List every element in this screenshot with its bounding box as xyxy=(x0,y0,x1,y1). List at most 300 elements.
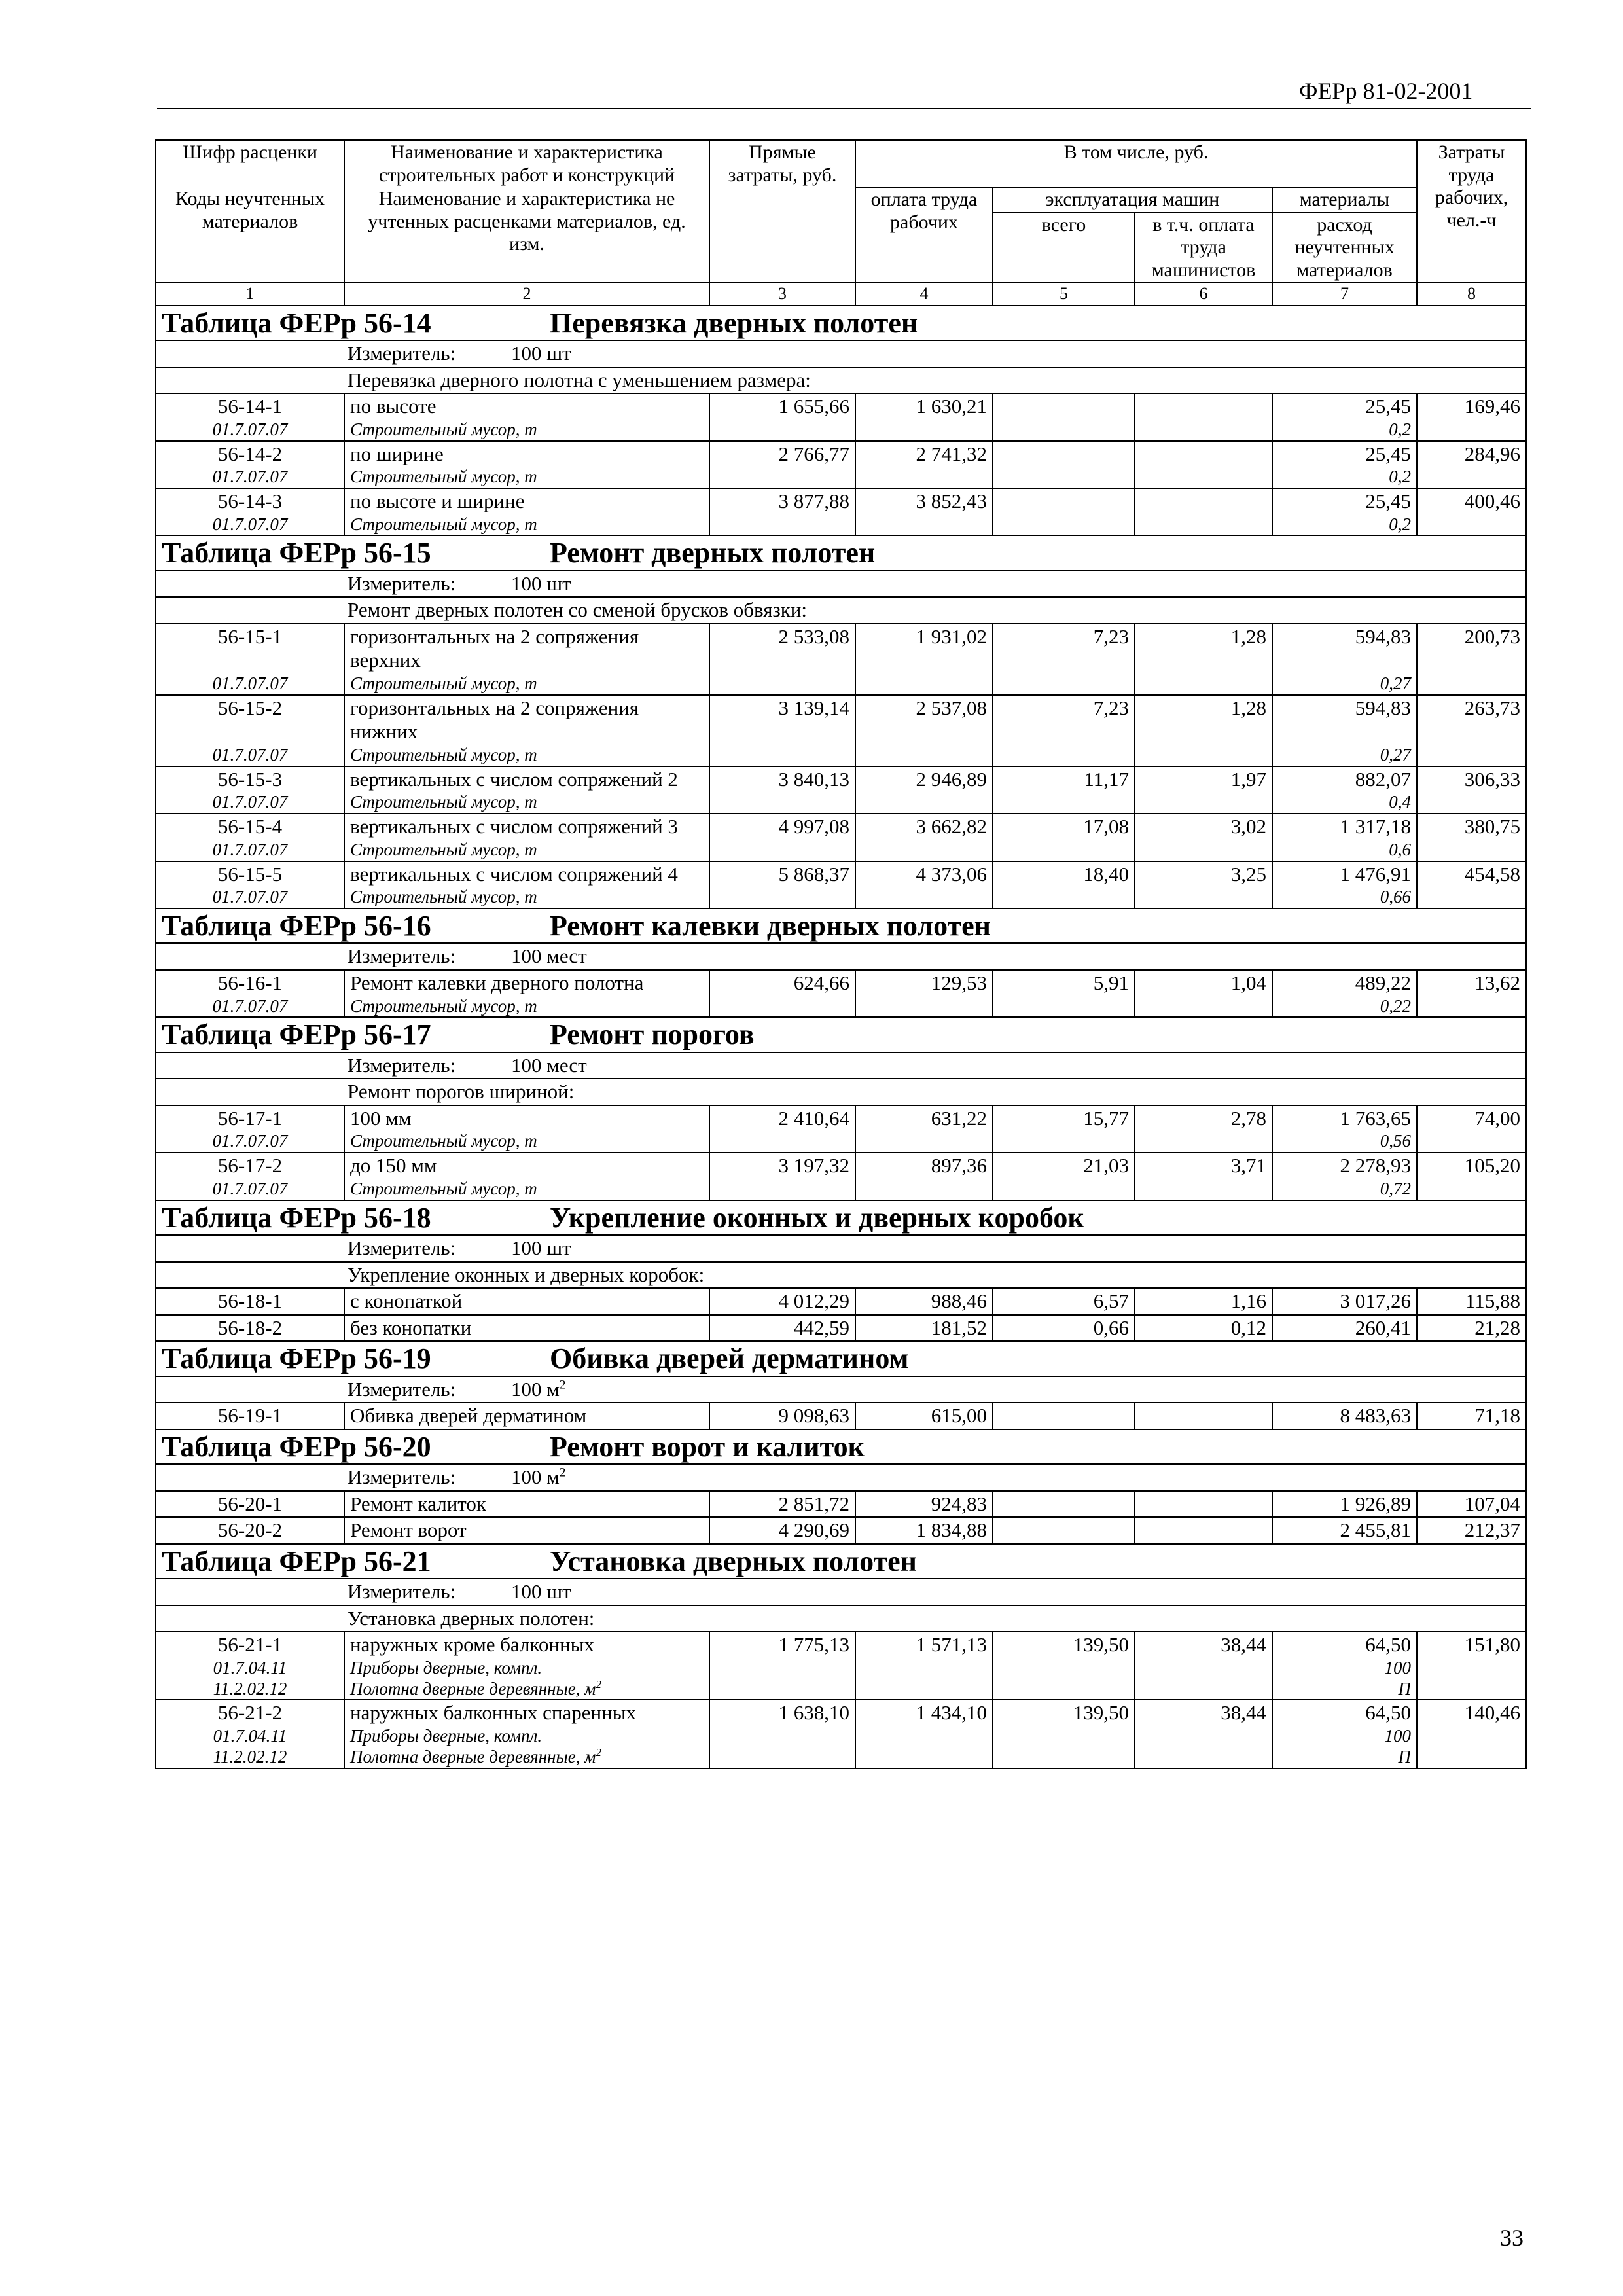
section-name: Установка дверных полотен xyxy=(550,1545,918,1577)
section-name: Укрепление оконных и дверных коробок xyxy=(550,1201,1084,1234)
material-row xyxy=(156,1179,1526,1200)
empty-cell xyxy=(1417,1679,1526,1700)
measure-unit: 100 шт xyxy=(511,1580,571,1604)
rate-code: 56-15-1 xyxy=(156,624,344,673)
materials-cost: 489,22 xyxy=(1272,970,1417,996)
rate-code: 56-18-2 xyxy=(156,1315,344,1342)
labor-cost: 13,62 xyxy=(1417,970,1526,996)
empty-cell xyxy=(855,745,993,766)
empty-cell xyxy=(709,1131,855,1153)
measure-unit: 100 шт xyxy=(511,571,571,595)
section-title xyxy=(156,1017,1526,1052)
wages: 3 662,82 xyxy=(855,814,993,840)
measure-label: Измеритель: xyxy=(348,944,456,968)
measure-unit: 100 шт xyxy=(511,1236,571,1260)
section-title-row xyxy=(156,306,1526,340)
machines-wages: 1,16 xyxy=(1135,1288,1272,1315)
work-name: с конопаткой xyxy=(344,1288,709,1315)
rate-row xyxy=(156,970,1526,996)
material-qty: 0,66 xyxy=(1272,887,1417,908)
empty-cell xyxy=(1417,792,1526,814)
material-qty: 0,4 xyxy=(1272,792,1417,814)
empty-cell xyxy=(709,420,855,441)
empty-cell xyxy=(993,1747,1135,1768)
material-row xyxy=(156,745,1526,766)
empty-cell xyxy=(993,467,1135,488)
labor-cost: 284,96 xyxy=(1417,441,1526,467)
machines-wages: 38,44 xyxy=(1135,1700,1272,1726)
empty-cell xyxy=(1135,467,1272,488)
measure-row xyxy=(156,943,1526,970)
labor-cost: 263,73 xyxy=(1417,695,1526,745)
measure-row xyxy=(156,1052,1526,1079)
measure-cell xyxy=(156,1464,1526,1491)
measure-cell xyxy=(156,1579,1526,1605)
wages: 4 373,06 xyxy=(855,861,993,888)
direct-cost: 3 877,88 xyxy=(709,488,855,514)
empty-cell xyxy=(855,514,993,536)
section-name: Ремонт порогов xyxy=(550,1018,755,1051)
labor-cost: 107,04 xyxy=(1417,1491,1526,1518)
materials-cost: 882,07 xyxy=(1272,766,1417,793)
section-number: Таблица ФЕРр 56-18 xyxy=(162,1201,431,1234)
measure-label: Измеритель: xyxy=(348,571,456,595)
material-code: 01.7.07.07 xyxy=(156,1179,344,1200)
empty-cell xyxy=(1135,1658,1272,1679)
labor-cost: 140,46 xyxy=(1417,1700,1526,1726)
materials-cost: 8 483,63 xyxy=(1272,1403,1417,1429)
machines-wages xyxy=(1135,488,1272,514)
empty-cell xyxy=(855,673,993,695)
group-row xyxy=(156,1262,1526,1289)
materials-cost: 260,41 xyxy=(1272,1315,1417,1342)
column-number: 3 xyxy=(709,283,855,306)
wages: 924,83 xyxy=(855,1491,993,1518)
empty-cell xyxy=(1417,996,1526,1018)
empty-cell xyxy=(1135,996,1272,1018)
material-name: Строительный мусор, т xyxy=(344,745,709,766)
labor-cost: 151,80 xyxy=(1417,1632,1526,1658)
column-number: 6 xyxy=(1135,283,1272,306)
empty-cell xyxy=(855,1658,993,1679)
materials-cost: 64,50 xyxy=(1272,1632,1417,1658)
section-number: Таблица ФЕРр 56-15 xyxy=(162,537,431,569)
direct-cost: 2 410,64 xyxy=(709,1105,855,1132)
section-number: Таблица ФЕРр 56-14 xyxy=(162,306,431,339)
rate-row xyxy=(156,1315,1526,1342)
empty-cell xyxy=(1135,673,1272,695)
material-row xyxy=(156,792,1526,814)
material-name: Полотна дверные деревянные, $м^2$ xyxy=(344,1679,709,1700)
group-row xyxy=(156,1079,1526,1105)
rate-code: 56-21-1 xyxy=(156,1632,344,1658)
labor-cost: 74,00 xyxy=(1417,1105,1526,1132)
wages: 1 630,21 xyxy=(855,393,993,420)
material-name: Строительный мусор, т xyxy=(344,996,709,1018)
empty-cell xyxy=(855,1726,993,1747)
empty-cell xyxy=(1417,1726,1526,1747)
labor-cost: 212,37 xyxy=(1417,1517,1526,1544)
section-title-row xyxy=(156,1200,1526,1235)
empty-cell xyxy=(709,1747,855,1768)
materials-cost: 594,83 xyxy=(1272,624,1417,673)
material-name: Строительный мусор, т xyxy=(344,673,709,695)
empty-cell xyxy=(1417,1179,1526,1200)
section-name: Ремонт дверных полотен xyxy=(550,537,876,569)
section-title xyxy=(156,306,1526,340)
empty-cell xyxy=(993,792,1135,814)
rate-code: 56-20-2 xyxy=(156,1517,344,1544)
rate-code: 56-18-1 xyxy=(156,1288,344,1315)
wages: 1 834,88 xyxy=(855,1517,993,1544)
work-name: по высоте и ширине xyxy=(344,488,709,514)
direct-cost: 2 533,08 xyxy=(709,624,855,673)
rate-code: 56-16-1 xyxy=(156,970,344,996)
machines-wages xyxy=(1135,1403,1272,1429)
section-title xyxy=(156,1341,1526,1376)
empty-cell xyxy=(709,514,855,536)
work-name: вертикальных с числом сопряжений 3 xyxy=(344,814,709,840)
labor-cost: 306,33 xyxy=(1417,766,1526,793)
material-code: 01.7.04.11 xyxy=(156,1726,344,1747)
material-qty: 100 xyxy=(1272,1726,1417,1747)
material-name: Строительный мусор, т xyxy=(344,514,709,536)
materials-cost: 3 017,26 xyxy=(1272,1288,1417,1315)
machines-wages xyxy=(1135,1517,1272,1544)
work-name: горизонтальных на 2 сопряжения нижних xyxy=(344,695,709,745)
machines-wages: 0,12 xyxy=(1135,1315,1272,1342)
header-labor: Затраты труда рабочих, чел.-ч xyxy=(1417,140,1526,283)
machines-wages xyxy=(1135,1491,1272,1518)
group-row xyxy=(156,597,1526,624)
rate-code: 56-19-1 xyxy=(156,1403,344,1429)
header-machines-total: всего xyxy=(993,213,1135,283)
material-code: 01.7.07.07 xyxy=(156,887,344,908)
empty-cell xyxy=(855,887,993,908)
empty-cell xyxy=(709,792,855,814)
machines-total: 15,77 xyxy=(993,1105,1135,1132)
rate-code: 56-14-1 xyxy=(156,393,344,420)
measure-label: Измеритель: xyxy=(348,1377,456,1401)
materials-cost: 64,50 xyxy=(1272,1700,1417,1726)
measure-row xyxy=(156,571,1526,598)
group-heading: Укрепление оконных и дверных коробок: xyxy=(156,1262,1526,1289)
wages: 2 537,08 xyxy=(855,695,993,745)
machines-wages: 3,02 xyxy=(1135,814,1272,840)
rate-row xyxy=(156,1105,1526,1132)
section-name: Перевязка дверных полотен xyxy=(550,306,918,339)
rate-row xyxy=(156,393,1526,420)
empty-cell xyxy=(1417,1658,1526,1679)
empty-cell xyxy=(1135,1747,1272,1768)
section-title-row xyxy=(156,535,1526,570)
measure-row xyxy=(156,1376,1526,1403)
material-qty: 0,2 xyxy=(1272,420,1417,441)
wages: 1 931,02 xyxy=(855,624,993,673)
column-number: 7 xyxy=(1272,283,1417,306)
rate-code: 56-15-2 xyxy=(156,695,344,745)
materials-cost: 25,45 xyxy=(1272,441,1417,467)
machines-wages: 1,28 xyxy=(1135,695,1272,745)
work-name: по ширине xyxy=(344,441,709,467)
materials-cost: 2 278,93 xyxy=(1272,1153,1417,1179)
empty-cell xyxy=(1135,1131,1272,1153)
header-including: В том числе, руб. xyxy=(855,140,1417,187)
material-qty: 0,72 xyxy=(1272,1179,1417,1200)
header-direct: Прямые затраты, руб. xyxy=(709,140,855,283)
section-number: Таблица ФЕРр 56-17 xyxy=(162,1018,431,1051)
rate-code: 56-17-2 xyxy=(156,1153,344,1179)
machines-wages xyxy=(1135,393,1272,420)
material-row xyxy=(156,1747,1526,1768)
machines-wages xyxy=(1135,441,1272,467)
machines-total xyxy=(993,1491,1135,1518)
empty-cell xyxy=(1417,514,1526,536)
material-name: Строительный мусор, т xyxy=(344,1131,709,1153)
machines-wages: 1,28 xyxy=(1135,624,1272,673)
empty-cell xyxy=(993,887,1135,908)
machines-wages: 3,25 xyxy=(1135,861,1272,888)
materials-cost: 1 763,65 xyxy=(1272,1105,1417,1132)
rate-code: 56-17-1 xyxy=(156,1105,344,1132)
empty-cell xyxy=(1135,420,1272,441)
material-qty: 0,6 xyxy=(1272,840,1417,861)
material-code: 11.2.02.12 xyxy=(156,1747,344,1768)
work-name: 100 мм xyxy=(344,1105,709,1132)
work-name: горизонтальных на 2 сопряжения верхних xyxy=(344,624,709,673)
section-title xyxy=(156,535,1526,570)
rate-row xyxy=(156,814,1526,840)
direct-cost: 442,59 xyxy=(709,1315,855,1342)
machines-total: 7,23 xyxy=(993,695,1135,745)
measure-cell xyxy=(156,1235,1526,1262)
rate-row xyxy=(156,1288,1526,1315)
empty-cell xyxy=(855,840,993,861)
material-code: 01.7.07.07 xyxy=(156,792,344,814)
machines-total xyxy=(993,441,1135,467)
section-title xyxy=(156,1544,1526,1579)
group-heading: Установка дверных полотен: xyxy=(156,1605,1526,1632)
material-qty: 0,2 xyxy=(1272,514,1417,536)
rate-row xyxy=(156,766,1526,793)
machines-total: 139,50 xyxy=(993,1700,1135,1726)
section-number: Таблица ФЕРр 56-19 xyxy=(162,1342,431,1375)
machines-total: 6,57 xyxy=(993,1288,1135,1315)
direct-cost: 4 997,08 xyxy=(709,814,855,840)
direct-cost: 4 290,69 xyxy=(709,1517,855,1544)
machines-total: 17,08 xyxy=(993,814,1135,840)
group-row xyxy=(156,1605,1526,1632)
wages: 897,36 xyxy=(855,1153,993,1179)
empty-cell xyxy=(1135,887,1272,908)
section-title-row xyxy=(156,1341,1526,1376)
material-row xyxy=(156,673,1526,695)
measure-unit: 100 шт xyxy=(511,341,571,365)
empty-cell xyxy=(1135,1726,1272,1747)
materials-cost: 594,83 xyxy=(1272,695,1417,745)
direct-cost: 4 012,29 xyxy=(709,1288,855,1315)
wages: 1 571,13 xyxy=(855,1632,993,1658)
empty-cell xyxy=(855,1131,993,1153)
rate-row xyxy=(156,488,1526,514)
empty-cell xyxy=(709,887,855,908)
measure-unit: 100 $м^2$ xyxy=(511,1377,566,1401)
material-row xyxy=(156,840,1526,861)
empty-cell xyxy=(993,745,1135,766)
machines-total xyxy=(993,1517,1135,1544)
measure-cell xyxy=(156,571,1526,598)
wages: 129,53 xyxy=(855,970,993,996)
machines-wages: 38,44 xyxy=(1135,1632,1272,1658)
labor-cost: 454,58 xyxy=(1417,861,1526,888)
wages: 988,46 xyxy=(855,1288,993,1315)
column-number: 1 xyxy=(156,283,344,306)
empty-cell xyxy=(709,1726,855,1747)
document-code: ФЕРр 81-02-2001 xyxy=(1299,78,1473,104)
empty-cell xyxy=(993,996,1135,1018)
work-name: наружных кроме балконных xyxy=(344,1632,709,1658)
section-name: Обивка дверей дерматином xyxy=(550,1342,909,1375)
machines-wages: 1,97 xyxy=(1135,766,1272,793)
section-number: Таблица ФЕРр 56-20 xyxy=(162,1430,431,1463)
material-qty: П xyxy=(1272,1747,1417,1768)
direct-cost: 2 766,77 xyxy=(709,441,855,467)
empty-cell xyxy=(1417,840,1526,861)
page-number: 33 xyxy=(1500,2225,1524,2251)
empty-cell xyxy=(1417,673,1526,695)
measure-row xyxy=(156,1464,1526,1491)
material-code: 01.7.04.11 xyxy=(156,1658,344,1679)
material-qty: 0,2 xyxy=(1272,467,1417,488)
rate-code: 56-15-3 xyxy=(156,766,344,793)
header-materials-consumption: расход неучтенных материалов xyxy=(1272,213,1417,283)
section-title-row xyxy=(156,1429,1526,1464)
group-heading: Ремонт порогов шириной: xyxy=(156,1079,1526,1105)
empty-cell xyxy=(709,840,855,861)
material-name: Приборы дверные, компл. xyxy=(344,1726,709,1747)
material-row xyxy=(156,420,1526,441)
measure-label: Измеритель: xyxy=(348,1053,456,1077)
empty-cell xyxy=(1135,840,1272,861)
measure-label: Измеритель: xyxy=(348,1580,456,1604)
labor-cost: 380,75 xyxy=(1417,814,1526,840)
wages: 1 434,10 xyxy=(855,1700,993,1726)
group-heading: Ремонт дверных полотен со сменой брусков обвязки: xyxy=(156,597,1526,624)
materials-cost: 2 455,81 xyxy=(1272,1517,1417,1544)
rate-code: 56-14-2 xyxy=(156,441,344,467)
machines-wages: 2,78 xyxy=(1135,1105,1272,1132)
material-row xyxy=(156,1679,1526,1700)
empty-cell xyxy=(709,1179,855,1200)
labor-cost: 71,18 xyxy=(1417,1403,1526,1429)
measure-unit: 100 мест xyxy=(511,1053,587,1077)
empty-cell xyxy=(1417,745,1526,766)
header-wages: оплата труда рабочих xyxy=(855,187,993,283)
column-number: 5 xyxy=(993,283,1135,306)
empty-cell xyxy=(855,996,993,1018)
measure-row xyxy=(156,340,1526,367)
section-title-row xyxy=(156,908,1526,943)
machines-total: 7,23 xyxy=(993,624,1135,673)
column-number: 8 xyxy=(1417,283,1526,306)
material-code: 11.2.02.12 xyxy=(156,1679,344,1700)
header-rule xyxy=(157,108,1531,109)
rate-code: 56-15-4 xyxy=(156,814,344,840)
measure-cell xyxy=(156,340,1526,367)
empty-cell xyxy=(1135,792,1272,814)
material-row xyxy=(156,887,1526,908)
machines-total xyxy=(993,393,1135,420)
empty-cell xyxy=(709,673,855,695)
rate-row xyxy=(156,1403,1526,1429)
machines-total: 0,66 xyxy=(993,1315,1135,1342)
group-heading: Перевязка дверного полотна с уменьшением размера: xyxy=(156,367,1526,394)
section-title-row xyxy=(156,1544,1526,1579)
empty-cell xyxy=(855,1179,993,1200)
header-materials: материалы xyxy=(1272,187,1417,213)
machines-total: 139,50 xyxy=(993,1632,1135,1658)
rate-code: 56-21-2 xyxy=(156,1700,344,1726)
empty-cell xyxy=(855,467,993,488)
empty-cell xyxy=(709,1658,855,1679)
empty-cell xyxy=(993,1179,1135,1200)
labor-cost: 21,28 xyxy=(1417,1315,1526,1342)
work-name: по высоте xyxy=(344,393,709,420)
section-number: Таблица ФЕРр 56-16 xyxy=(162,910,431,942)
material-qty: 100 xyxy=(1272,1658,1417,1679)
wages: 615,00 xyxy=(855,1403,993,1429)
material-name: Строительный мусор, т xyxy=(344,887,709,908)
material-name: Полотна дверные деревянные, $м^2$ xyxy=(344,1747,709,1768)
wages: 2 741,32 xyxy=(855,441,993,467)
rate-row xyxy=(156,695,1526,745)
material-row xyxy=(156,514,1526,536)
empty-cell xyxy=(1417,420,1526,441)
empty-cell xyxy=(1417,1747,1526,1768)
header-name: Наименование и характеристика строительных работ и конструкций xyxy=(344,140,709,187)
rate-row xyxy=(156,1153,1526,1179)
empty-cell xyxy=(709,467,855,488)
material-name: Строительный мусор, т xyxy=(344,1179,709,1200)
header-machines: эксплуатация машин xyxy=(993,187,1272,213)
rate-code: 56-14-3 xyxy=(156,488,344,514)
direct-cost: 1 775,13 xyxy=(709,1632,855,1658)
machines-total: 18,40 xyxy=(993,861,1135,888)
section-name: Ремонт калевки дверных полотен xyxy=(550,910,991,942)
direct-cost: 1 655,66 xyxy=(709,393,855,420)
material-qty: 0,27 xyxy=(1272,673,1417,695)
rate-row xyxy=(156,624,1526,673)
column-numbers-row xyxy=(156,283,1526,306)
empty-cell xyxy=(855,1747,993,1768)
rate-row xyxy=(156,1491,1526,1518)
machines-total xyxy=(993,1403,1135,1429)
measure-cell xyxy=(156,1376,1526,1403)
header-codes: Коды неучтенных материалов xyxy=(156,187,344,283)
material-row xyxy=(156,1726,1526,1747)
rate-row xyxy=(156,1700,1526,1726)
material-name: Приборы дверные, компл. xyxy=(344,1658,709,1679)
empty-cell xyxy=(993,673,1135,695)
machines-total: 21,03 xyxy=(993,1153,1135,1179)
measure-label: Измеритель: xyxy=(348,341,456,365)
material-code: 01.7.07.07 xyxy=(156,514,344,536)
measure-unit: 100 $м^2$ xyxy=(511,1465,566,1489)
rate-code: 56-15-5 xyxy=(156,861,344,888)
empty-cell xyxy=(993,420,1135,441)
labor-cost: 200,73 xyxy=(1417,624,1526,673)
material-name: Строительный мусор, т xyxy=(344,840,709,861)
